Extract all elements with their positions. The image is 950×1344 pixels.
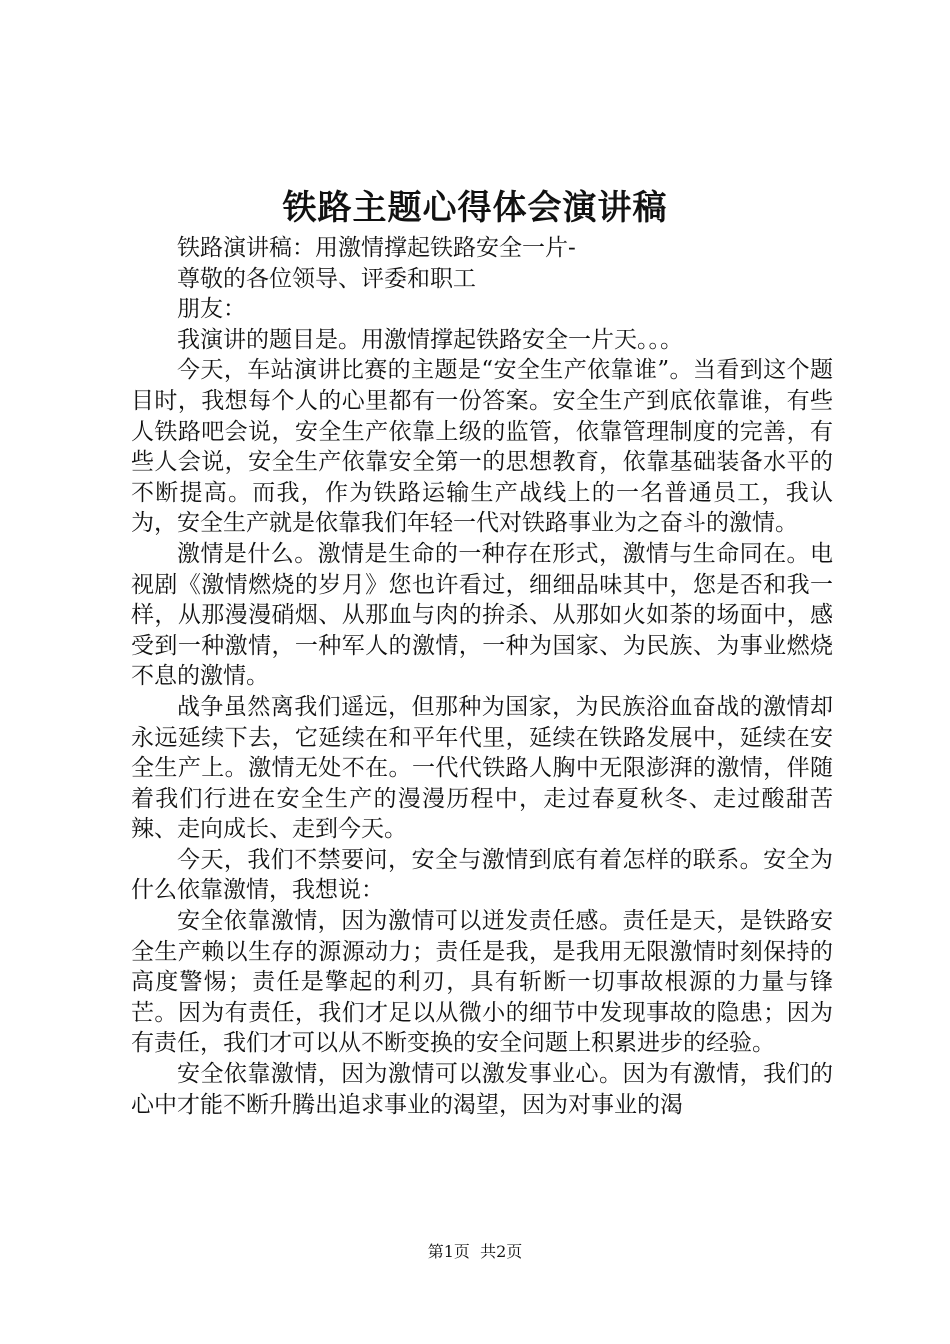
document-body xyxy=(131,233,833,1120)
paragraph: 战争虽然离我们遥远，但那种为国家，为民族浴血奋战的激情却永远延续下去，它延续在和平年代里，延续在铁路发展中，延续在安全生产上。激情无处不在。一代代铁路人胸中无限澎湃的激情，伴随着我们行进在安全生产的漫漫历程中，走过春夏秋冬、走过酸甜苦辣、走向成长、走到今天。 xyxy=(131,693,833,843)
paragraph: 铁路演讲稿：用激情撑起铁路安全一片- xyxy=(177,235,576,261)
paragraph: 安全依靠激情，因为激情可以激发事业心。因为有激情，我们的心中才能不断升腾出追求事业的渴望，因为对事业的渴 xyxy=(131,1061,833,1118)
paragraph: 尊敬的各位领导、评委和职工 xyxy=(177,265,476,292)
page-number: 第1页 共2页 xyxy=(427,1242,523,1261)
paragraph: 今天，车站演讲比赛的主题是“安全生产依靠谁”。当看到这个题目时，我想每个人的心里都有一份答案。安全生产到底依靠谁，有些人铁路吧会说，安全生产依靠上级的监管，依靠管理制度的完善，有些人会说，安全生产依靠安全第一的思想教育，依靠基础装备水平的不断提高。而我，作为铁路运输生产战线上的一名普通员工，我认为，安全生产就是依靠我们年轻一代对铁路事业为之奋斗的激情。 xyxy=(131,357,833,537)
paragraph: 激情是什么。激情是生命的一种存在形式，激情与生命同在。电视剧《激情燃烧的岁月》您也许看过，细细品味其中，您是否和我一样，从那漫漫硝烟、从那血与肉的拚杀、从那如火如荼的场面中，感受到一种激情，一种军人的激情，一种为国家、为民族、为事业燃烧不息的激情。 xyxy=(131,540,833,690)
paragraph: 我演讲的题目是。用激情撑起铁路安全一片天。。。 xyxy=(177,326,683,353)
document-title: 铁路主题心得体会演讲稿 xyxy=(282,188,668,228)
paragraph: 朋友： xyxy=(177,296,246,323)
page-footer xyxy=(0,1240,950,1264)
paragraph: 安全依靠激情，因为激情可以迸发责任感。责任是天，是铁路安全生产赖以生存的源源动力；责任是我，是我用无限激情时刻保持的高度警惕；责任是擎起的利刃，具有斩断一切事故根源的力量与锋芒。因为有责任，我们才足以从微小的细节中发现事故的隐患；因为有责任，我们才可以从不断变换的安全问题上积累进步的经验。 xyxy=(131,908,833,1057)
paragraph: 今天，我们不禁要问，安全与激情到底有着怎样的联系。安全为什么依靠激情，我想说： xyxy=(131,846,833,904)
